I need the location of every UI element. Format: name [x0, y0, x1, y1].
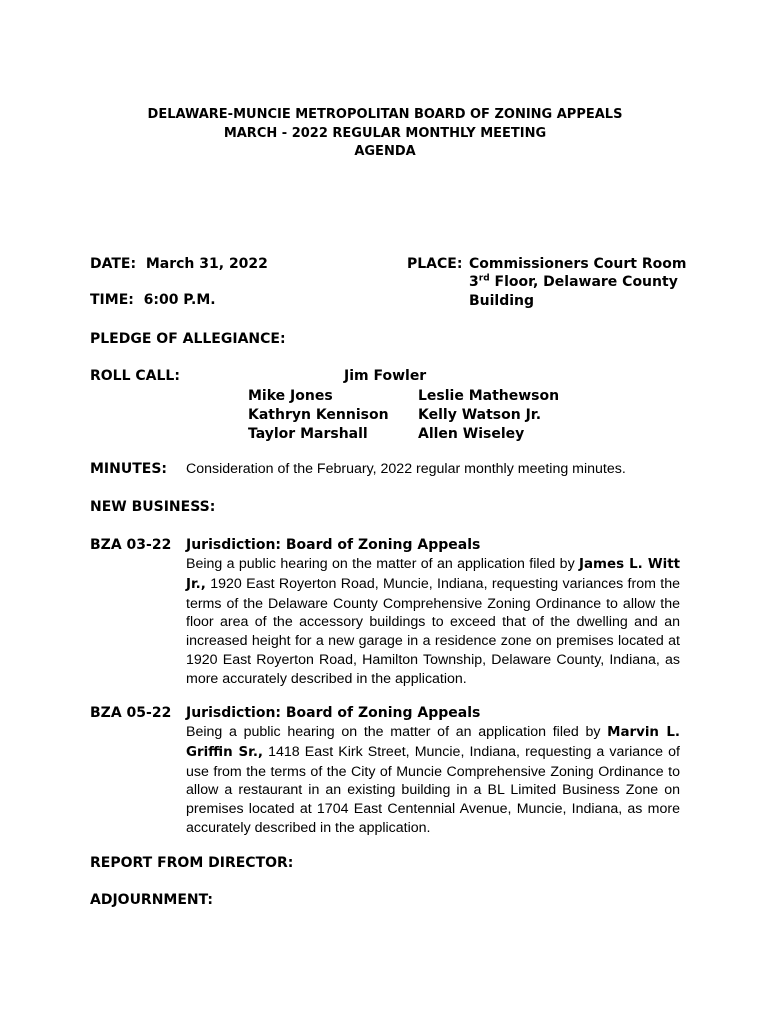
- case-description: Being a public hearing on the matter of an application filed by James L. Witt Jr., 1920 East Royerton Road, Muncie, Indiana, requesting variances from the terms of the Delaware County Comprehensive Zoning Ordinance to allow the floor area of the accessory buildings to exceed that of the dwelling and an increased height for a new garage in a residence zone on premises located at 1920 East Royerton Road, Hamilton Township, Delaware County, Indiana, as more accurately described in the application.: [186, 556, 680, 687]
- time-label: TIME:: [90, 292, 134, 308]
- roll-call-right-column: [418, 387, 559, 444]
- adjournment-heading: ADJOURNMENT:: [90, 892, 214, 908]
- case-id: BZA 03-22: [90, 537, 172, 553]
- member-name: Mike Jones: [248, 388, 333, 404]
- date-row: [90, 256, 268, 272]
- case-id: BZA 05-22: [90, 705, 172, 721]
- petitioner-name: James L. Witt Jr.,: [186, 557, 680, 592]
- member-name: Taylor Marshall: [248, 426, 368, 442]
- roll-call-left-column: [248, 387, 389, 444]
- case-description: Being a public hearing on the matter of an application filed by Marvin L. Griffin Sr., 1418 East Kirk Street, Muncie, Indiana, requesting a variance of use from the terms of the City of Muncie Comprehensive Zoning Ordinance to allow a restaurant in an existing building in a BL Limited Business Zone on premises located at 1704 East Centennial Avenue, Muncie, Indiana, as more accurately described in the application.: [186, 724, 680, 836]
- place-label: PLACE:: [407, 256, 463, 272]
- member-name: Kathryn Kennison: [248, 407, 389, 423]
- header-title: DELAWARE-MUNCIE METROPOLITAN BOARD OF ZONING APPEALS: [147, 107, 623, 122]
- case-jurisdiction: Jurisdiction: Board of Zoning Appeals: [186, 705, 481, 721]
- minutes-label: MINUTES:: [90, 461, 168, 477]
- place-line-2: 3rd Floor, Delaware County: [469, 273, 678, 290]
- roll-call-label: ROLL CALL:: [90, 368, 180, 384]
- header-meeting: MARCH - 2022 REGULAR MONTHLY MEETING: [223, 125, 547, 141]
- member-name: Kelly Watson Jr.: [418, 407, 542, 423]
- place-line-1: Commissioners Court Room: [469, 256, 687, 272]
- member-name: Leslie Mathewson: [418, 388, 560, 404]
- date-label: DATE:: [90, 256, 137, 272]
- header-agenda: AGENDA: [354, 144, 416, 159]
- new-business-heading: NEW BUSINESS:: [90, 499, 216, 515]
- petitioner-name: Marvin L. Griffin Sr.,: [186, 725, 680, 760]
- report-heading: REPORT FROM DIRECTOR:: [90, 855, 294, 871]
- time-value: 6:00 P.M.: [143, 292, 216, 308]
- pledge-heading: PLEDGE OF ALLEGIANCE:: [90, 331, 286, 347]
- minutes-text: Consideration of the February, 2022 regular monthly meeting minutes.: [186, 461, 626, 477]
- date-value: March 31, 2022: [145, 256, 268, 272]
- time-row: [90, 292, 216, 308]
- member-name: Allen Wiseley: [418, 426, 525, 442]
- roll-call-chair: Jim Fowler: [344, 368, 427, 384]
- case-jurisdiction: Jurisdiction: Board of Zoning Appeals: [186, 537, 481, 553]
- place-line-3: Building: [469, 293, 535, 309]
- agenda-header: [0, 106, 770, 162]
